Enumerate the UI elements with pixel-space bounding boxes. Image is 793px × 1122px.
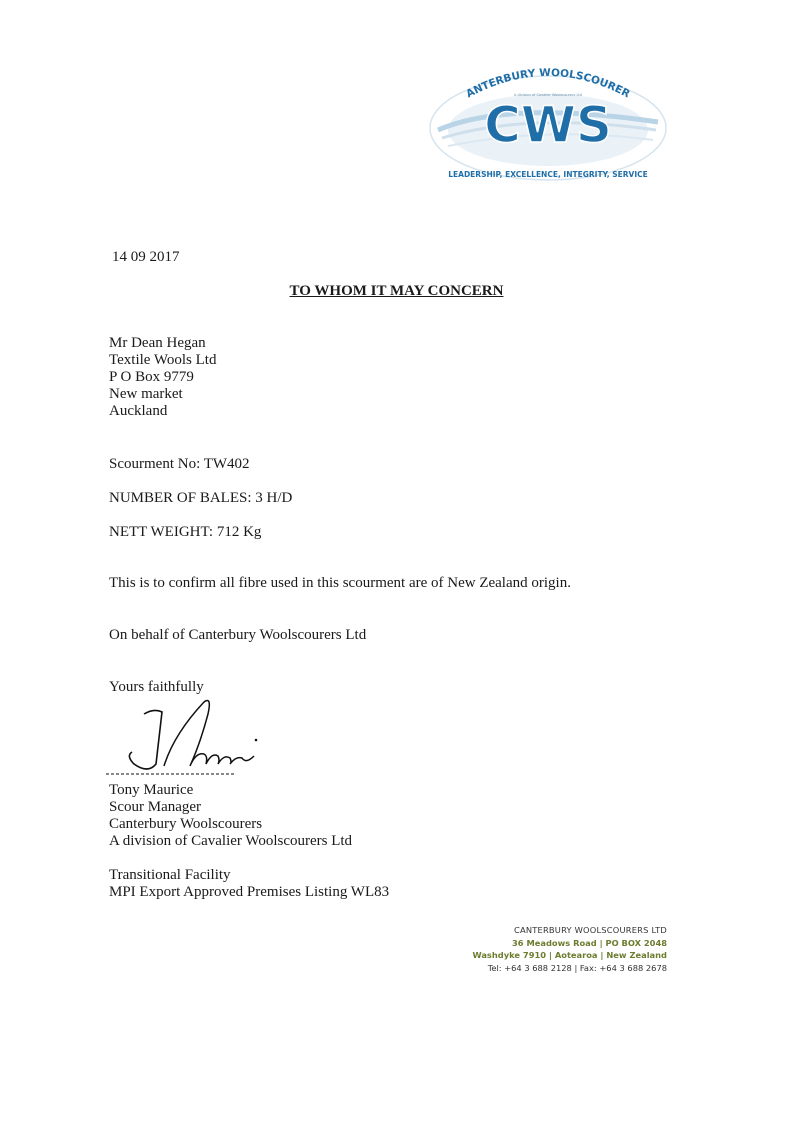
number-of-bales: NUMBER OF BALES: 3 H/D [109, 490, 293, 506]
cws-logo-graphic [428, 60, 668, 190]
signer-division: A division of Cavalier Woolscourers Ltd [109, 833, 353, 849]
logo-letters: CWS [484, 96, 612, 154]
footer-phone: Tel: +64 3 688 2128 | Fax: +64 3 688 2678 [487, 962, 667, 973]
nett-weight: NETT WEIGHT: 712 Kg [109, 524, 262, 540]
recipient-address [109, 335, 216, 420]
facility-listing: MPI Export Approved Premises Listing WL83 [109, 884, 390, 900]
signer-company: Canterbury Woolscourers [109, 816, 263, 832]
footer-address-line-2: Washdyke 7910 | Aotearoa | New Zealand [472, 950, 667, 960]
recipient-city: Auckland [109, 403, 168, 419]
signer-block [109, 782, 352, 850]
recipient-suburb: New market [109, 386, 183, 402]
facility-block [109, 867, 389, 901]
facility-type: Transitional Facility [109, 867, 231, 883]
letter-heading: TO WHOM IT MAY CONCERN [289, 283, 504, 299]
handwritten-signature [104, 694, 264, 780]
recipient-name: Mr Dean Hegan [109, 335, 206, 351]
footer-company: CANTERBURY WOOLSCOURERS LTD [513, 925, 667, 935]
footer-address-line-1: 36 Meadows Road | PO BOX 2048 [512, 937, 667, 948]
scourment-number: Scourment No: TW402 [109, 456, 250, 472]
logo-sub-text: A division of Cavalier Woolscourers Ltd [513, 93, 583, 97]
closing-salutation: Yours faithfully [109, 679, 204, 695]
on-behalf-line: On behalf of Canterbury Woolscourers Ltd [109, 627, 367, 643]
letter-date: 14 09 2017 [112, 249, 180, 265]
signature-graphic [104, 694, 264, 780]
signer-title: Scour Manager [109, 799, 202, 815]
recipient-company: Textile Wools Ltd [109, 352, 217, 368]
company-footer [420, 924, 667, 974]
signer-name: Tony Maurice [109, 782, 194, 798]
logo-tagline: LEADERSHIP, EXCELLENCE, INTEGRITY, SERVICE [448, 170, 648, 179]
company-logo [428, 60, 668, 190]
recipient-po-box: P O Box 9779 [109, 369, 194, 385]
logo-arc-text: ANTERBURY WOOLSCOURER [464, 66, 632, 101]
origin-confirmation: This is to confirm all fibre used in this scourment are of New Zealand origin. [109, 575, 571, 591]
